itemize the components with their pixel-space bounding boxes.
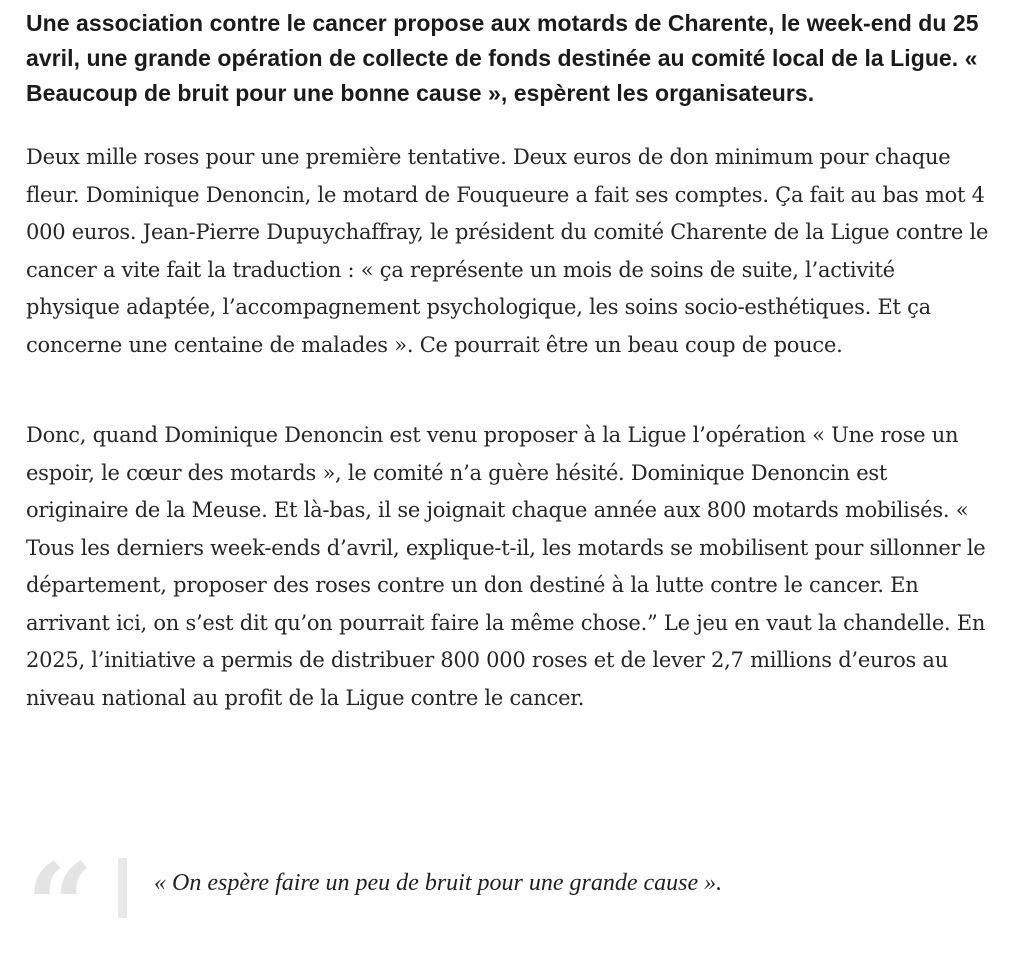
quote-mark-icon: “	[26, 837, 94, 976]
article-paragraph-2: Donc, quand Dominique Denoncin est venu proposer à la Ligue l’opération « Une rose un espoir, le cœur des motards », le comité n’a guère hésité. Dominique Denoncin est originaire de la Meuse. Et là-bas, il se joignait chaque année aux 800 motards mobilisés. « Tous les derniers week-ends d’avril, explique-t-il, les motards se mobilisent pour sillonner le département, proposer des roses contre un don destiné à la lutte contre le cancer. En arrivant ici, on s’est dit qu’on pourrait faire la même chose.” Le jeu en vaut la chandelle. En 2025, l’initiative a permis de distribuer 800 000 roses et de lever 2,7 millions d’euros au niveau national au profit de la Ligue contre le cancer.	[26, 423, 986, 710]
article-paragraph-1: Deux mille roses pour une première tentative. Deux euros de don minimum pour chaque fleur. Dominique Denoncin, le motard de Fouqueure a fait ses comptes. Ça fait au bas mot 4 000 euros. Jean-Pierre Dupuychaffray, le président du comité Charente de la Ligue contre le cancer a vite fait la traduction : « ça représente un mois de soins de suite, l’activité physique adaptée, l’accompagnement psychologique, les soins socio-esthétiques. Et ça concerne une centaine de malades ». Ce pourrait être un beau coup de pouce.	[26, 145, 989, 357]
article	[26, 0, 992, 717]
quote-bar	[118, 858, 127, 918]
article-lede: Une association contre le cancer propose aux motards de Charente, le week-end du 25 avril, une grande opération de collecte de fonds destinée au comité local de la Ligue. « Beaucoup de bruit pour une bonne cause », espèrent les organisateurs.	[26, 10, 979, 106]
pull-quote	[26, 837, 992, 976]
pull-quote-text: « On espère faire un peu de bruit pour une grande cause ».	[154, 870, 723, 896]
